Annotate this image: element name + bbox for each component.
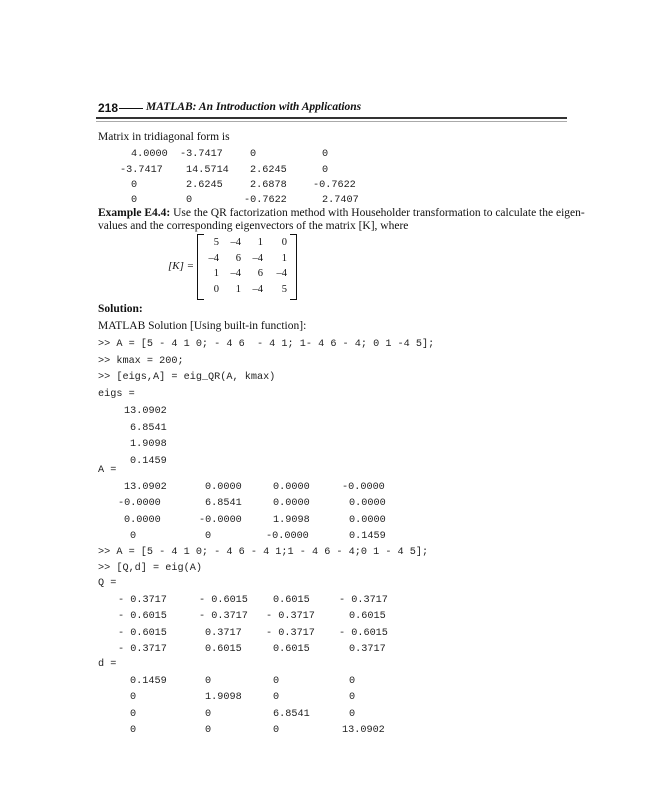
d-label: d =: [98, 659, 117, 670]
eigs-value: 13.0902: [124, 406, 167, 417]
example-text-1: Use the QR factorization method with Householder transformation to calculate the eigen-: [173, 207, 585, 219]
header-rule-secondary: [96, 121, 567, 122]
d-matrix-cell: 0: [130, 725, 137, 736]
matrix-k-cell: 1: [257, 237, 263, 248]
q-matrix-cell: 0.6015: [205, 644, 242, 655]
eigs-label: eigs =: [98, 389, 135, 400]
d-matrix-cell: 0.1459: [130, 676, 167, 687]
example-label: Example E4.4:: [98, 207, 171, 219]
a-matrix-cell: -0.0000: [199, 515, 242, 526]
a-matrix-cell: 13.0902: [124, 482, 167, 493]
a-matrix-cell: 0: [205, 531, 212, 542]
q-matrix-cell: 0.3717: [205, 628, 242, 639]
matrix-k-cell: –4: [208, 253, 219, 264]
example-text-2: values and the corresponding eigenvectors of the matrix [K], where: [98, 220, 409, 232]
matrix-k-cell: 5: [281, 284, 287, 295]
matrix-cell: 2.6245: [186, 180, 223, 191]
d-matrix-cell: 13.0902: [342, 725, 385, 736]
book-title: MATLAB: An Introduction with Applications: [146, 101, 362, 113]
d-matrix-cell: 0: [273, 676, 280, 687]
a-matrix-cell: 0.0000: [349, 498, 386, 509]
d-matrix-cell: 6.8541: [273, 709, 310, 720]
matrix-k-cell: 1: [235, 284, 241, 295]
q-label: Q =: [98, 578, 117, 589]
matrix-cell: 0: [322, 149, 329, 160]
d-matrix-cell: 0: [349, 692, 356, 703]
matrix-k-cell: 0: [281, 237, 287, 248]
a-matrix-cell: -0.0000: [342, 482, 385, 493]
matrix-k-cell: 1: [213, 268, 219, 279]
matrix-cell: 0: [131, 180, 138, 191]
d-matrix-cell: 0: [130, 692, 137, 703]
matrix-cell: 0: [186, 195, 193, 206]
a-matrix-cell: 0.0000: [205, 482, 242, 493]
d-matrix-cell: 0: [273, 692, 280, 703]
q-matrix-cell: 0.6015: [273, 644, 310, 655]
q-matrix-cell: - 0.3717: [118, 595, 167, 606]
a-matrix-cell: 1.9098: [273, 515, 310, 526]
q-matrix-cell: - 0.6015: [199, 595, 248, 606]
q-matrix-cell: - 0.3717: [339, 595, 388, 606]
q-matrix-cell: - 0.3717: [118, 644, 167, 655]
matrix-cell: 0: [322, 165, 329, 176]
matrix-k-cell: –4: [230, 268, 241, 279]
matrix-cell: -0.7622: [313, 180, 356, 191]
matrix-k: [197, 234, 297, 298]
matrix-k-cell: –4: [230, 237, 241, 248]
a-label: A =: [98, 465, 117, 476]
matrix-k-cell: 6: [235, 253, 241, 264]
d-matrix-cell: 0: [349, 676, 356, 687]
command-line: >> [Q,d] = eig(A): [98, 563, 202, 574]
a-matrix-cell: 0.0000: [124, 515, 161, 526]
eigs-value: 1.9098: [130, 439, 167, 450]
d-matrix-cell: 0: [349, 709, 356, 720]
matrix-cell: 0: [131, 195, 138, 206]
q-matrix-cell: 0.3717: [349, 644, 386, 655]
q-matrix-cell: - 0.6015: [118, 611, 167, 622]
matrix-k-cell: 0: [213, 284, 219, 295]
matrix-k-cell: –4: [252, 284, 263, 295]
matrix-k-cell: 5: [213, 237, 219, 248]
d-matrix-cell: 1.9098: [205, 692, 242, 703]
matrix-cell: 4.0000: [131, 149, 168, 160]
q-matrix-cell: - 0.3717: [199, 611, 248, 622]
right-bracket: [290, 234, 297, 300]
example-line-1: [98, 207, 585, 219]
q-matrix-cell: 0.6015: [273, 595, 310, 606]
matrix-k-cell: –4: [252, 253, 263, 264]
d-matrix-cell: 0: [205, 709, 212, 720]
matlab-solution-label: MATLAB Solution [Using built-in function]:: [98, 320, 307, 332]
matrix-cell: 0: [250, 149, 257, 160]
matrix-cell: 2.7407: [322, 195, 359, 206]
a-matrix-cell: 0.0000: [349, 515, 386, 526]
d-matrix-cell: 0: [205, 725, 212, 736]
intro-text: Matrix in tridiagonal form is: [98, 131, 230, 143]
matrix-k-cell: –4: [276, 268, 287, 279]
matrix-k-label: [K] =: [168, 260, 195, 272]
command-line: >> A = [5 - 4 1 0; - 4 6 - 4 1; 1- 4 6 - 4; 0 1 -4 5];: [98, 339, 435, 350]
q-matrix-cell: - 0.6015: [339, 628, 388, 639]
q-matrix-cell: - 0.6015: [118, 628, 167, 639]
a-matrix-cell: 0: [130, 531, 137, 542]
q-matrix-cell: - 0.3717: [266, 628, 315, 639]
matrix-cell: -3.7417: [120, 165, 163, 176]
matrix-k-cell: 6: [257, 268, 263, 279]
q-matrix-cell: 0.6015: [349, 611, 386, 622]
q-matrix-cell: - 0.3717: [266, 611, 315, 622]
d-matrix-cell: 0: [273, 725, 280, 736]
matrix-k-cell: 1: [281, 253, 287, 264]
d-matrix-cell: 0: [205, 676, 212, 687]
eigs-value: 6.8541: [130, 423, 167, 434]
d-matrix-cell: 0: [130, 709, 137, 720]
matrix-cell: -3.7417: [180, 149, 223, 160]
command-line: >> [eigs,A] = eig_QR(A, kmax): [98, 372, 276, 383]
a-matrix-cell: 6.8541: [205, 498, 242, 509]
eigs-value: 0.1459: [130, 456, 167, 467]
page-number: 218: [98, 101, 119, 115]
a-matrix-cell: 0.0000: [273, 482, 310, 493]
header-dash: [119, 108, 143, 109]
matrix-cell: 2.6878: [250, 180, 287, 191]
command-line: >> kmax = 200;: [98, 356, 184, 367]
a-matrix-cell: 0.0000: [273, 498, 310, 509]
matrix-cell: 2.6245: [250, 165, 287, 176]
solution-label: Solution:: [98, 303, 143, 315]
matrix-cell: 14.5714: [186, 165, 229, 176]
command-line: >> A = [5 - 4 1 0; - 4 6 - 4 1;1 - 4 6 - 4;0 1 - 4 5];: [98, 547, 429, 558]
a-matrix-cell: -0.0000: [266, 531, 309, 542]
header-rule: [96, 117, 567, 119]
matrix-cell: -0.7622: [244, 195, 287, 206]
a-matrix-cell: 0.1459: [349, 531, 386, 542]
a-matrix-cell: -0.0000: [118, 498, 161, 509]
